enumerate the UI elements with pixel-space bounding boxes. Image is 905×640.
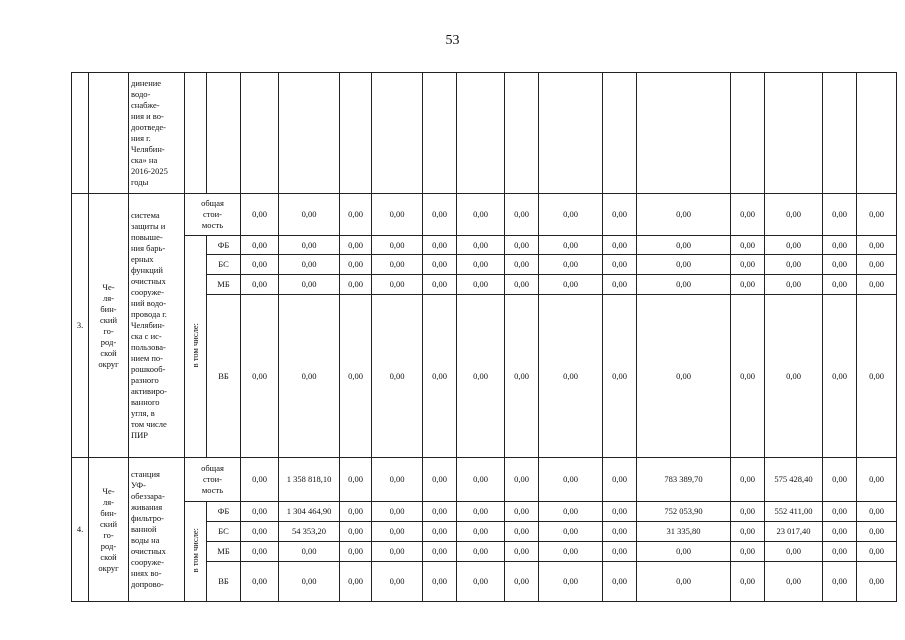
value-cell: 0,00 xyxy=(857,236,897,255)
value-cell: 0,00 xyxy=(823,542,857,562)
value-cell: 0,00 xyxy=(823,236,857,255)
value-cell: 0,00 xyxy=(423,236,457,255)
funding-source-code: МБ xyxy=(207,275,241,295)
value-cell: 0,00 xyxy=(340,542,372,562)
value-cell: 0,00 xyxy=(857,194,897,236)
empty-cell xyxy=(603,73,637,194)
total-cost-label: общая стои- мость xyxy=(185,194,241,236)
value-cell: 0,00 xyxy=(539,255,603,275)
value-cell: 0,00 xyxy=(539,542,603,562)
value-cell: 54 353,20 xyxy=(279,522,340,542)
value-cell: 0,00 xyxy=(603,236,637,255)
value-cell: 0,00 xyxy=(423,295,457,458)
object-name: станция УФ- обеззара- живания фильтро- ванной воды на очистных сооруже- ниях во- допрово- xyxy=(129,458,185,602)
value-cell: 0,00 xyxy=(372,236,423,255)
value-cell: 0,00 xyxy=(731,502,765,522)
value-cell: 0,00 xyxy=(372,522,423,542)
value-cell: 0,00 xyxy=(637,275,731,295)
value-cell: 0,00 xyxy=(505,542,539,562)
value-cell: 0,00 xyxy=(637,236,731,255)
value-cell: 0,00 xyxy=(457,255,505,275)
value-cell: 0,00 xyxy=(823,458,857,502)
value-cell: 0,00 xyxy=(857,295,897,458)
value-cell: 0,00 xyxy=(857,255,897,275)
value-cell: 0,00 xyxy=(423,255,457,275)
district-name: Че- ля- бин- ский го- род- ской округ xyxy=(89,458,129,602)
value-cell: 0,00 xyxy=(340,522,372,542)
value-cell: 0,00 xyxy=(731,458,765,502)
empty-cell xyxy=(857,73,897,194)
value-cell: 0,00 xyxy=(457,236,505,255)
value-cell: 575 428,40 xyxy=(765,458,823,502)
value-cell: 0,00 xyxy=(372,562,423,602)
value-cell: 0,00 xyxy=(857,562,897,602)
value-cell: 0,00 xyxy=(857,542,897,562)
in-that-number-text: в том числе: xyxy=(190,527,200,573)
value-cell: 0,00 xyxy=(279,236,340,255)
value-cell: 0,00 xyxy=(241,295,279,458)
value-cell: 0,00 xyxy=(505,458,539,502)
value-cell: 0,00 xyxy=(731,275,765,295)
value-cell: 0,00 xyxy=(603,194,637,236)
value-cell: 0,00 xyxy=(423,275,457,295)
value-cell: 0,00 xyxy=(340,255,372,275)
empty-cell xyxy=(279,73,340,194)
value-cell: 0,00 xyxy=(457,502,505,522)
value-cell: 0,00 xyxy=(505,255,539,275)
value-cell: 0,00 xyxy=(603,295,637,458)
value-cell: 0,00 xyxy=(603,458,637,502)
funding-source-row xyxy=(72,236,897,255)
value-cell: 0,00 xyxy=(241,522,279,542)
value-cell: 0,00 xyxy=(637,255,731,275)
value-cell: 0,00 xyxy=(731,194,765,236)
value-cell: 0,00 xyxy=(279,542,340,562)
value-cell: 0,00 xyxy=(539,458,603,502)
funding-source-code: ФБ xyxy=(207,236,241,255)
value-cell: 0,00 xyxy=(603,502,637,522)
value-cell: 0,00 xyxy=(340,562,372,602)
value-cell: 0,00 xyxy=(423,502,457,522)
empty-cell xyxy=(89,73,129,194)
value-cell: 0,00 xyxy=(423,194,457,236)
value-cell: 0,00 xyxy=(423,458,457,502)
value-cell: 0,00 xyxy=(539,522,603,542)
value-cell: 0,00 xyxy=(637,562,731,602)
value-cell: 0,00 xyxy=(765,542,823,562)
object-name: система защиты и повыше- ния барь- ерных функций очистных сооруже- ний водо- провода г. Челябин- ска с ис- пользова- нием по- рошкооб- разного активиро- ванного угля, в том числе ПИР xyxy=(129,194,185,458)
value-cell: 0,00 xyxy=(823,562,857,602)
total-cost-row xyxy=(72,458,897,502)
value-cell: 0,00 xyxy=(505,194,539,236)
value-cell: 0,00 xyxy=(857,502,897,522)
total-cost-row xyxy=(72,194,897,236)
empty-cell xyxy=(637,73,731,194)
empty-cell xyxy=(241,73,279,194)
value-cell: 0,00 xyxy=(340,194,372,236)
value-cell: 0,00 xyxy=(731,522,765,542)
empty-cell xyxy=(731,73,765,194)
value-cell: 0,00 xyxy=(457,275,505,295)
empty-cell xyxy=(505,73,539,194)
value-cell: 0,00 xyxy=(505,275,539,295)
value-cell: 0,00 xyxy=(505,502,539,522)
value-cell: 23 017,40 xyxy=(765,522,823,542)
continuation-name: динение водо- снабже- ния и во- доотведе- ния г. Челябин- ска» на 2016-2025 годы xyxy=(129,73,185,194)
value-cell: 783 389,70 xyxy=(637,458,731,502)
value-cell: 0,00 xyxy=(765,236,823,255)
empty-cell xyxy=(539,73,603,194)
empty-cell xyxy=(823,73,857,194)
value-cell: 0,00 xyxy=(457,522,505,542)
in-that-number-label xyxy=(185,236,207,458)
funding-source-code: ВБ xyxy=(207,295,241,458)
value-cell: 0,00 xyxy=(603,275,637,295)
value-cell: 0,00 xyxy=(765,255,823,275)
value-cell: 0,00 xyxy=(765,562,823,602)
empty-cell xyxy=(423,73,457,194)
value-cell: 0,00 xyxy=(823,295,857,458)
in-that-number-text: в том числе: xyxy=(190,322,200,368)
value-cell: 0,00 xyxy=(340,458,372,502)
value-cell: 752 053,90 xyxy=(637,502,731,522)
value-cell: 0,00 xyxy=(372,295,423,458)
value-cell: 0,00 xyxy=(241,502,279,522)
value-cell: 0,00 xyxy=(372,275,423,295)
value-cell: 0,00 xyxy=(241,255,279,275)
funding-source-code: ВБ xyxy=(207,562,241,602)
value-cell: 0,00 xyxy=(457,194,505,236)
total-cost-label: общая стои- мость xyxy=(185,458,241,502)
value-cell: 0,00 xyxy=(340,502,372,522)
value-cell: 0,00 xyxy=(765,275,823,295)
value-cell: 0,00 xyxy=(823,522,857,542)
value-cell: 0,00 xyxy=(372,255,423,275)
value-cell: 0,00 xyxy=(603,522,637,542)
value-cell: 0,00 xyxy=(857,522,897,542)
empty-cell xyxy=(372,73,423,194)
funding-source-code: БС xyxy=(207,522,241,542)
value-cell: 0,00 xyxy=(372,458,423,502)
value-cell: 0,00 xyxy=(731,295,765,458)
value-cell: 0,00 xyxy=(539,295,603,458)
value-cell: 552 411,00 xyxy=(765,502,823,522)
value-cell: 0,00 xyxy=(423,562,457,602)
value-cell: 0,00 xyxy=(731,255,765,275)
value-cell: 31 335,80 xyxy=(637,522,731,542)
value-cell: 0,00 xyxy=(539,502,603,522)
value-cell: 0,00 xyxy=(505,522,539,542)
in-that-number-label xyxy=(185,502,207,602)
empty-cell xyxy=(207,73,241,194)
empty-cell xyxy=(340,73,372,194)
value-cell: 0,00 xyxy=(372,194,423,236)
value-cell: 0,00 xyxy=(241,562,279,602)
value-cell: 0,00 xyxy=(279,295,340,458)
value-cell: 0,00 xyxy=(372,502,423,522)
value-cell: 0,00 xyxy=(857,458,897,502)
value-cell: 0,00 xyxy=(457,295,505,458)
value-cell: 0,00 xyxy=(241,542,279,562)
budget-table xyxy=(71,72,897,602)
value-cell: 0,00 xyxy=(340,295,372,458)
value-cell: 0,00 xyxy=(823,502,857,522)
value-cell: 0,00 xyxy=(241,275,279,295)
page-number: 53 xyxy=(445,33,460,48)
value-cell: 0,00 xyxy=(765,295,823,458)
value-cell: 0,00 xyxy=(340,275,372,295)
district-name: Че- ля- бин- ский го- род- ской округ xyxy=(89,194,129,458)
value-cell: 0,00 xyxy=(505,562,539,602)
value-cell: 0,00 xyxy=(423,522,457,542)
value-cell: 0,00 xyxy=(241,236,279,255)
value-cell: 0,00 xyxy=(505,236,539,255)
value-cell: 0,00 xyxy=(539,562,603,602)
value-cell: 0,00 xyxy=(241,194,279,236)
value-cell: 0,00 xyxy=(457,458,505,502)
value-cell: 0,00 xyxy=(857,275,897,295)
value-cell: 0,00 xyxy=(731,542,765,562)
row-number: 4. xyxy=(72,458,89,602)
value-cell: 0,00 xyxy=(279,562,340,602)
continuation-row xyxy=(72,73,897,194)
value-cell: 0,00 xyxy=(731,562,765,602)
empty-cell xyxy=(185,73,207,194)
value-cell: 0,00 xyxy=(457,562,505,602)
value-cell: 0,00 xyxy=(823,194,857,236)
value-cell: 0,00 xyxy=(637,542,731,562)
value-cell: 0,00 xyxy=(340,236,372,255)
value-cell: 0,00 xyxy=(539,275,603,295)
value-cell: 0,00 xyxy=(423,542,457,562)
value-cell: 0,00 xyxy=(457,542,505,562)
value-cell: 0,00 xyxy=(372,542,423,562)
funding-source-row xyxy=(72,502,897,522)
value-cell: 0,00 xyxy=(823,255,857,275)
value-cell: 0,00 xyxy=(279,194,340,236)
value-cell: 0,00 xyxy=(603,562,637,602)
value-cell: 0,00 xyxy=(279,275,340,295)
funding-source-code: БС xyxy=(207,255,241,275)
funding-source-code: ФБ xyxy=(207,502,241,522)
value-cell: 0,00 xyxy=(241,458,279,502)
value-cell: 1 304 464,90 xyxy=(279,502,340,522)
value-cell: 1 358 818,10 xyxy=(279,458,340,502)
value-cell: 0,00 xyxy=(539,194,603,236)
row-number: 3. xyxy=(72,194,89,458)
value-cell: 0,00 xyxy=(603,542,637,562)
empty-cell xyxy=(457,73,505,194)
value-cell: 0,00 xyxy=(603,255,637,275)
value-cell: 0,00 xyxy=(637,194,731,236)
value-cell: 0,00 xyxy=(823,275,857,295)
empty-cell xyxy=(765,73,823,194)
value-cell: 0,00 xyxy=(765,194,823,236)
empty-cell xyxy=(72,73,89,194)
value-cell: 0,00 xyxy=(539,236,603,255)
value-cell: 0,00 xyxy=(279,255,340,275)
value-cell: 0,00 xyxy=(731,236,765,255)
funding-source-code: МБ xyxy=(207,542,241,562)
value-cell: 0,00 xyxy=(505,295,539,458)
value-cell: 0,00 xyxy=(637,295,731,458)
